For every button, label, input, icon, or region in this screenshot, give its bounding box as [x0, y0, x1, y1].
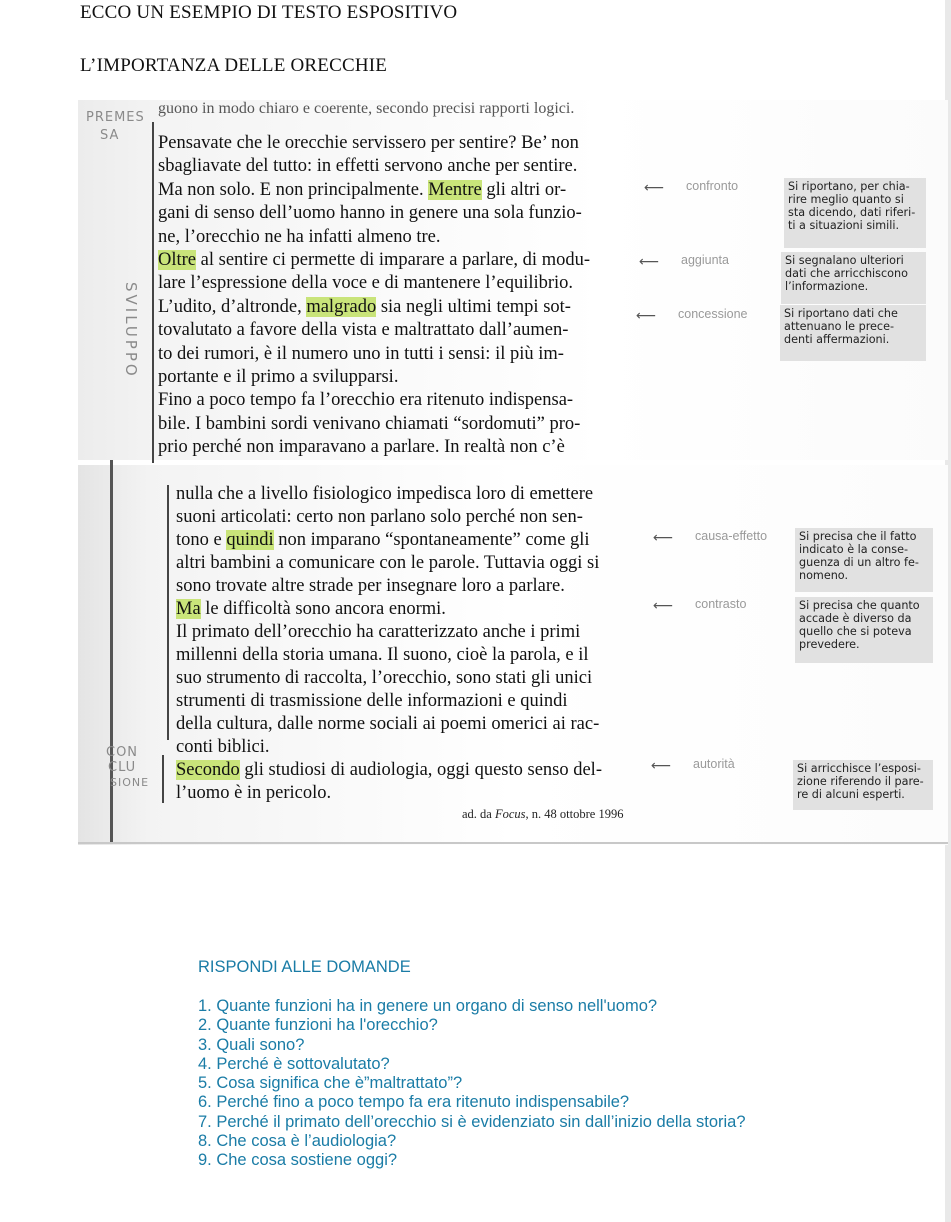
text-line	[176, 782, 331, 804]
text-line	[158, 202, 582, 224]
text-title: L’IMPORTANZA DELLE ORECCHIE	[80, 55, 388, 76]
text-segment: sono trovate altre strade per insegnare loro a parlare.	[176, 576, 565, 596]
note-line: ti a situazioni simili.	[788, 219, 900, 232]
note-line: zione riferendo il pare-	[797, 775, 924, 788]
arrow-icon: ⟵	[653, 530, 674, 546]
note-line: rire meglio quanto si	[788, 193, 904, 206]
question-item: 1. Quante funzioni ha in genere un organo di senso nell'uomo?	[198, 997, 658, 1015]
conclusione-bracket	[162, 755, 164, 803]
text-line	[158, 155, 577, 177]
text-line	[176, 598, 446, 620]
text-line	[158, 436, 565, 458]
connective-type-label: concessione	[678, 307, 748, 321]
text-line	[176, 575, 565, 597]
text-line	[158, 272, 573, 294]
margin-mark-premessa-1: PREMES	[86, 110, 145, 125]
note-line: dati che arricchiscono	[785, 267, 908, 280]
text-line	[176, 644, 589, 666]
text-line	[176, 690, 568, 712]
text-segment: ne, l’orecchio ne ha infatti almeno tre.	[158, 226, 441, 247]
text-segment: non imparano “spontaneamente” come gli	[273, 530, 590, 550]
connective-type-label: confronto	[686, 179, 739, 193]
text-segment: bile. I bambini sordi venivano chiamati “sordomuti” pro-	[158, 413, 581, 434]
text-segment: l’uomo è in pericolo.	[176, 783, 332, 803]
text-segment: Pensavate che le orecchie servissero per sentire? Be’ non	[158, 133, 579, 153]
highlighted-connective: quindi	[226, 530, 274, 550]
explanation-note	[793, 760, 933, 810]
text-segment: conti biblici.	[176, 737, 270, 757]
note-line: l’informazione.	[785, 280, 869, 293]
questions-list	[198, 997, 746, 1171]
text-line	[158, 389, 573, 411]
text-segment: sbagliavate del tutto: in effetti servono anche per sentire.	[158, 156, 578, 177]
note-line: Si precisa che il fatto	[799, 530, 917, 543]
scanned-text-page	[78, 100, 948, 845]
question-item: 9. Che cosa sostiene oggi?	[198, 1151, 398, 1170]
text-segment: lare l’espressione della voce e di mantenere l’equilibrio.	[158, 273, 574, 294]
text-line	[176, 667, 592, 689]
note-line: Si arricchisce l’esposi-	[797, 762, 921, 775]
arrow-icon: ⟵	[653, 598, 674, 614]
arrow-icon: ⟵	[651, 758, 672, 774]
text-line	[158, 319, 568, 341]
note-line: nomeno.	[799, 569, 849, 582]
text-line	[176, 506, 583, 528]
connective-type-label: causa-effetto	[695, 529, 768, 543]
note-line: Si riportano dati che	[784, 307, 898, 320]
note-line: sta dicendo, dati riferi-	[788, 206, 916, 219]
text-segment: L’udito, d’altronde,	[158, 296, 307, 317]
text-segment: portante e il primo a svilupparsi.	[158, 367, 399, 387]
text-line	[176, 736, 270, 758]
question-item: 3. Quali sono?	[198, 1035, 305, 1054]
arrow-icon: ⟵	[639, 254, 660, 270]
text-segment: Fino a poco tempo fa l’orecchio era ritenuto indispensa-	[158, 390, 574, 411]
question-item: 7. Perché il primato dell’orecchio si è evidenziato sin dall’inizio della storia?	[198, 1112, 746, 1131]
note-line: attenuano le prece-	[784, 320, 894, 333]
source-magazine: Focus	[494, 807, 526, 821]
highlighted-connective: malgrado	[306, 296, 377, 317]
text-segment: al sentire ci permette di imparare a parlare, di modu-	[196, 250, 590, 270]
note-line: Si riportano, per chia-	[788, 180, 910, 193]
margin-mark-sviluppo: SVILUPPO	[122, 282, 140, 379]
text-line	[176, 621, 580, 643]
explanation-note	[780, 305, 926, 361]
text-line	[176, 759, 602, 781]
text-line	[176, 713, 599, 735]
text-line	[158, 366, 398, 388]
text-line	[158, 413, 580, 435]
question-item: 2. Quante funzioni ha l'orecchio?	[198, 1016, 438, 1035]
sviluppo-bracket	[152, 180, 154, 463]
text-segment: suo strumento di raccolta, l’orecchio, sono stati gli unici	[176, 668, 593, 688]
text-line	[158, 179, 566, 201]
text-segment: Ma non solo. E non principalmente.	[158, 179, 429, 200]
text-segment: strumenti di trasmissione delle informazioni e quindi	[176, 691, 568, 711]
note-line: guenza di un altro fe-	[799, 556, 919, 569]
text-segment: sia negli ultimi tempi sot-	[376, 296, 571, 317]
arrow-icon: ⟵	[636, 308, 657, 324]
explanation-note	[784, 178, 926, 248]
note-line: prevedere.	[799, 638, 860, 651]
text-segment: prio perché non imparavano a parlare. In realtà non c’è	[158, 437, 565, 458]
explanation-note	[795, 597, 933, 663]
margin-mark-conclusione-1: CON	[106, 745, 139, 760]
arrow-icon: ⟵	[644, 180, 665, 196]
text-segment: suoni articolati: certo non parlano solo perché non sen-	[176, 507, 583, 527]
source-prefix: ad. da	[462, 807, 495, 821]
text-segment: nulla che a livello fisiologico impedisca loro di emettere	[176, 484, 594, 504]
explanation-note	[795, 528, 933, 592]
question-item: 6. Perché fino a poco tempo fa era ritenuto indispensabile?	[198, 1093, 630, 1112]
connective-type-label: contrasto	[695, 597, 747, 611]
margin-mark-premessa-2: SA	[100, 128, 120, 143]
note-line: accade è diverso da	[799, 612, 912, 625]
text-segment: Il primato dell’orecchio ha caratterizzato anche i primi	[176, 622, 581, 642]
text-segment: gani di senso dell’uomo hanno in genere una sola funzio-	[158, 203, 582, 224]
questions-title: RISPONDI ALLE DOMANDE	[198, 958, 411, 976]
text-line	[176, 552, 599, 574]
source-citation	[462, 807, 623, 822]
text-segment: millenni della storia umana. Il suono, cioè la parola, e il	[176, 645, 589, 665]
source-suffix: , n. 48 ottobre 1996	[525, 807, 624, 821]
explanation-note	[781, 252, 926, 304]
text-line	[158, 249, 590, 271]
margin-mark-conclusione-2: CLU	[108, 760, 137, 775]
text-segment: della cultura, dalle norme sociali ai poemi omerici ai rac-	[176, 714, 600, 734]
note-line: denti affermazioni.	[784, 333, 890, 346]
sviluppo-bracket-lower	[167, 485, 169, 740]
highlighted-connective: Ma	[176, 599, 201, 619]
connective-type-label: aggiunta	[681, 253, 729, 267]
premessa-bracket	[152, 122, 154, 180]
text-segment: tovalutato a favore della vista e maltrattato dall’aumen-	[158, 320, 569, 341]
text-segment: tono e	[176, 530, 227, 550]
cut-off-line: guono in modo chiaro e coerente, secondo precisi rapporti logici.	[158, 100, 575, 117]
note-line: indicato è la conse-	[799, 543, 908, 556]
highlighted-connective: Secondo	[176, 760, 240, 780]
text-line	[158, 132, 579, 154]
note-line: re di alcuni esperti.	[797, 788, 905, 801]
text-segment: gli studiosi di audiologia, oggi questo senso del-	[239, 760, 602, 780]
text-segment: le difficoltà sono ancora enormi.	[200, 599, 446, 619]
question-item: 4. Perché è sottovalutato?	[198, 1054, 390, 1073]
text-line	[158, 343, 564, 365]
text-line	[176, 529, 590, 551]
highlighted-connective: Oltre	[158, 250, 197, 270]
note-line: Si precisa che quanto	[799, 599, 920, 612]
connective-type-label: autorità	[693, 757, 735, 771]
question-item: 5. Cosa significa che è”maltrattato”?	[198, 1074, 463, 1093]
text-line	[158, 226, 441, 248]
text-segment: altri bambini a comunicare con le parole. Tuttavia oggi si	[176, 553, 600, 573]
note-line: Si segnalano ulteriori	[785, 254, 904, 267]
text-line	[158, 296, 571, 318]
note-line: quello che si poteva	[799, 625, 912, 638]
margin-mark-conclusione-3: SIONE	[110, 776, 150, 789]
highlighted-connective: Mentre	[428, 179, 482, 200]
text-segment: to dei rumori, è il numero uno in tutti i sensi: il più im-	[158, 343, 564, 364]
text-line	[176, 483, 593, 505]
question-item: 8. Che cosa è l’audiologia?	[198, 1132, 397, 1151]
scan-bottom-edge	[78, 842, 948, 844]
text-segment: gli altri or-	[481, 179, 567, 200]
page-title: ECCO UN ESEMPIO DI TESTO ESPOSITIVO	[80, 2, 458, 23]
